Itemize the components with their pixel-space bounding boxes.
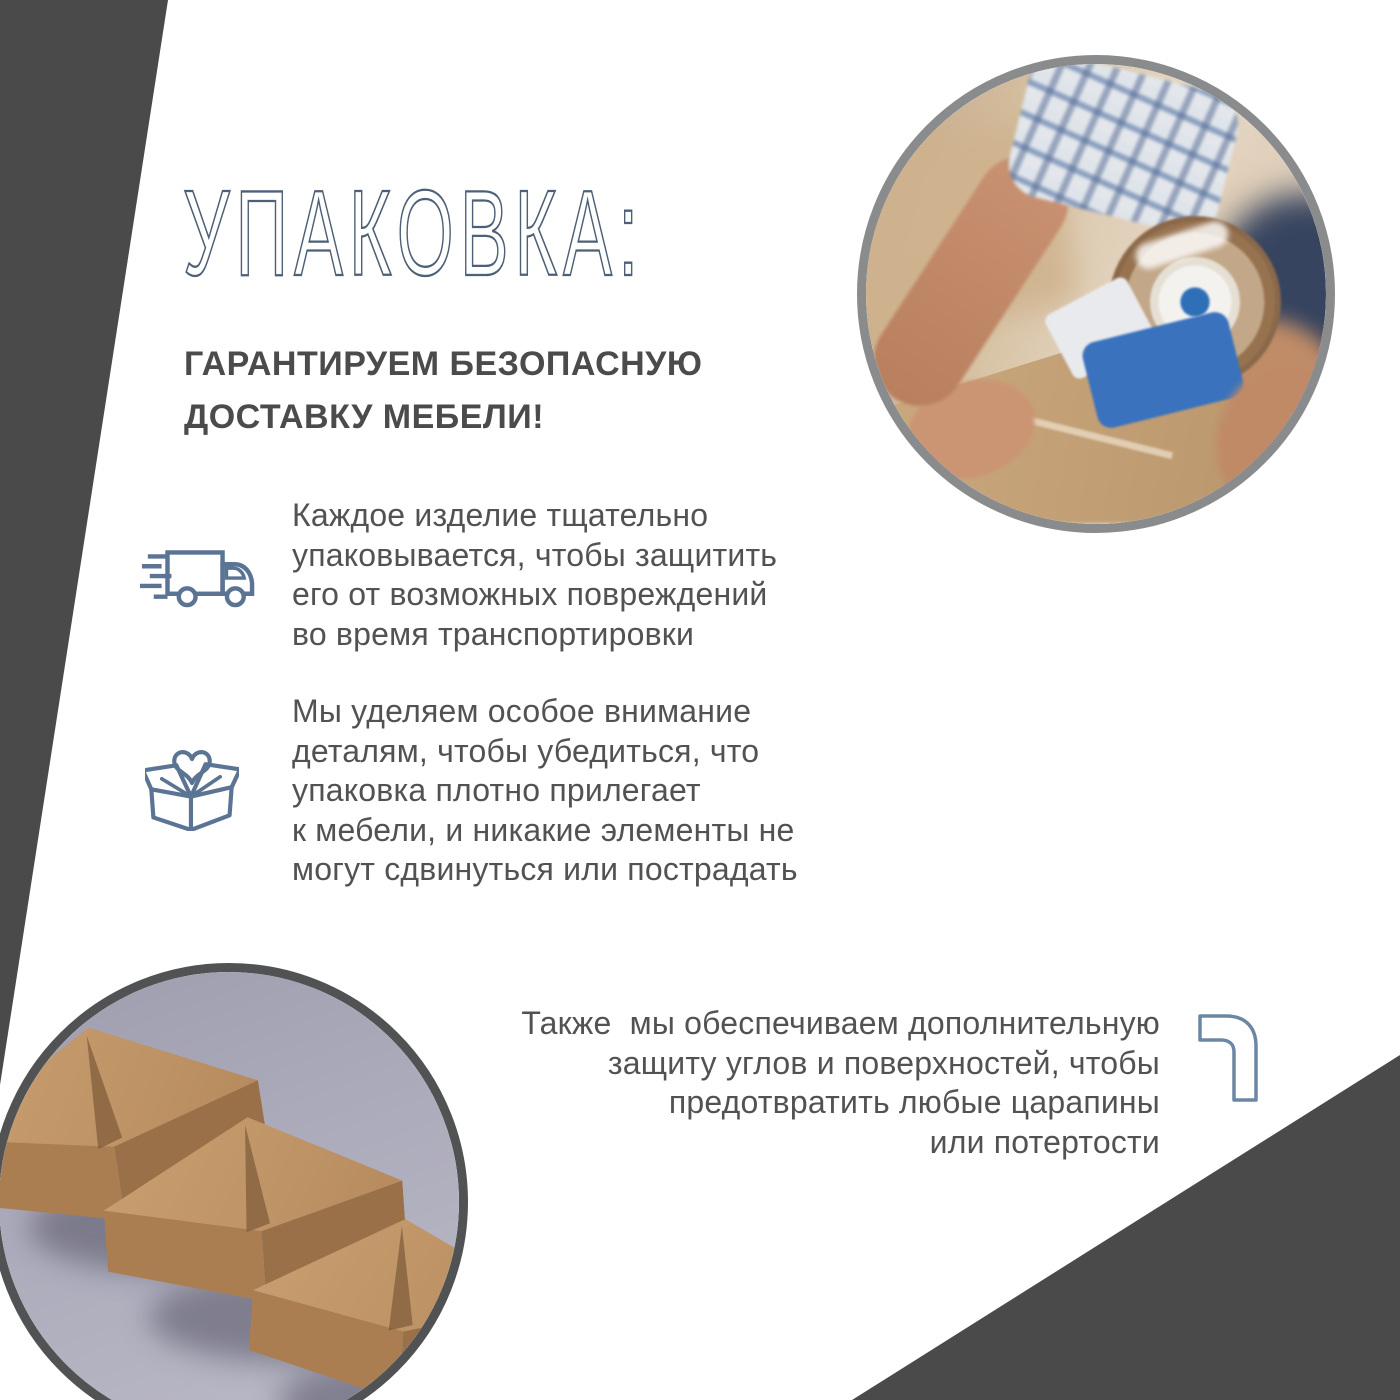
text-line: могут сдвинуться или пострадать <box>292 851 798 887</box>
corner-protectors-photo <box>0 963 468 1400</box>
subtitle-line: ДОСТАВКУ МЕБЕЛИ! <box>184 398 545 436</box>
page-title: УПАКОВКА: <box>183 165 645 301</box>
text-line: к мебели, и никакие элементы не <box>292 811 795 848</box>
text-line: упаковка плотно прилегает <box>292 772 701 808</box>
text-line: или потертости <box>929 1123 1160 1160</box>
page-subtitle <box>184 338 702 444</box>
cardboard-corner-piece <box>246 1209 459 1400</box>
taping-box-photo-scene <box>866 64 1326 524</box>
delivery-truck-icon <box>138 540 256 620</box>
text-line: упаковывается, чтобы защитить <box>292 536 778 573</box>
text-line: защиту углов и поверхностей, чтобы <box>607 1044 1160 1081</box>
text-line: его от возможных повреждений <box>292 576 768 612</box>
text-line: Каждое изделие тщательно <box>292 497 709 533</box>
bullet-2-text <box>292 692 798 890</box>
subtitle-line: ГАРАНТИРУЕМ БЕЗОПАСНУЮ <box>184 345 703 383</box>
text-line: Также мы обеспечиваем дополнительную <box>521 1005 1160 1041</box>
bottom-block-text <box>521 1004 1160 1162</box>
open-box-heart-icon <box>145 735 239 831</box>
corner-protector-icon <box>1192 1008 1264 1105</box>
corner-protectors-photo-scene <box>0 972 459 1400</box>
text-line: Мы уделяем особое внимание <box>292 693 752 729</box>
text-line: деталям, чтобы убедиться, что <box>292 732 760 769</box>
taping-box-photo <box>857 55 1335 533</box>
text-line: предотвратить любые царапины <box>668 1084 1160 1120</box>
text-line: во время транспортировки <box>292 615 695 652</box>
bullet-1-text <box>292 496 777 654</box>
